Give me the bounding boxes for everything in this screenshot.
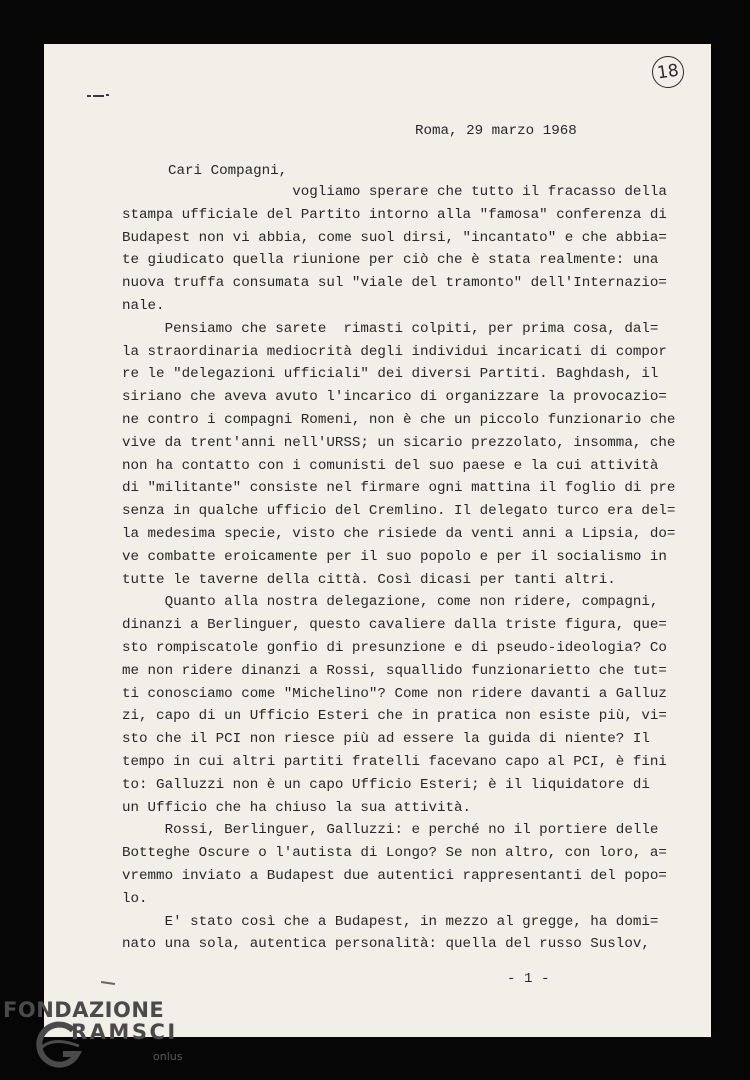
letter-body-line: nuova truffa consumata sul "viale del tramonto" dell'Internazio= <box>122 275 667 292</box>
letter-body-line: E' stato così che a Budapest, in mezzo al gregge, ha domi= <box>122 913 659 930</box>
letter-body-line: senza in qualche ufficio del Cremlino. Il delegato turco era del= <box>122 503 676 520</box>
letter-body-line: Budapest non vi abbia, come suol dirsi, "incantato" e che abbia= <box>122 229 667 246</box>
letter-body-line: Rossi, Berlinguer, Galluzzi: e perché no il portiere delle <box>122 822 659 839</box>
letter-body-line: non ha contatto con i comunisti del suo paese e la cui attività <box>122 457 659 474</box>
letter-salutation: Cari Compagni, <box>168 163 288 179</box>
watermark-line-2: RAMSCI <box>71 1020 178 1044</box>
letter-body-line: la straordinaria mediocrità degli individui incaricati di compor <box>122 343 667 360</box>
letter-body-line: nato una sola, autentica personalità: quella del russo Suslov, <box>122 936 650 953</box>
letter-date: Roma, 29 marzo 1968 <box>415 123 577 139</box>
letter-body-line: siriano che aveva avuto l'incarico di organizzare la provocazio= <box>122 389 667 406</box>
letter-body-line: nale. <box>122 297 165 314</box>
letter-body-line: Pensiamo che sarete rimasti colpiti, per prima cosa, dal= <box>122 320 659 337</box>
letter-body-line: sto rompiscatole gonfio di presunzione e di pseudo-ideologia? Co <box>122 639 667 656</box>
punch-mark <box>87 94 109 98</box>
letter-body-line: vremmo inviato a Budapest due autentici rappresentanti del popo= <box>122 867 667 884</box>
watermark-line-1: FONDAZIONE <box>3 998 165 1022</box>
letter-body-line: la medesima specie, visto che risiede da venti anni a Lipsia, do= <box>122 525 676 542</box>
letter-body-line: ne contro i compagni Romeni, non è che un piccolo funzionario che <box>122 411 676 428</box>
letter-body-line: re le "delegazioni ufficiali" dei diversi Partiti. Baghdash, il <box>122 366 659 383</box>
letter-body-line: me non ridere dinanzi a Rossi, squallido funzionarietto che tut= <box>122 662 667 679</box>
letter-body-line: stampa ufficiale del Partito intorno alla "famosa" conferenza di <box>122 206 667 223</box>
letter-body-line: te giudicato quella riunione per ciò che è stata realmente: una <box>122 252 659 269</box>
watermark-suffix: onlus <box>153 1050 183 1063</box>
letter-body-line: ve combatte eroicamente per il suo popolo e per il socialismo in <box>122 548 667 565</box>
letter-body-line: un Ufficio che ha chiuso la sua attività. <box>122 799 472 816</box>
letter-body-line: sto che il PCI non riesce più ad essere la guida di niente? Il <box>122 731 650 748</box>
letter-body-line: Quanto alla nostra delegazione, come non ridere, compagni, <box>122 594 659 611</box>
letter-body-line: zi, capo di un Ufficio Esteri che in pratica non esiste più, vi= <box>122 708 667 725</box>
letter-body-line: Botteghe Oscure o l'autista di Longo? Se non altro, con loro, a= <box>122 845 667 862</box>
letter-body-line: vogliamo sperare che tutto il fracasso della <box>122 184 667 200</box>
letter-body-line: tutte le taverne della città. Così dicasi per tanti altri. <box>122 571 616 588</box>
letter-body-line: ti conosciamo come "Michelino"? Come non ridere davanti a Galluz <box>122 685 667 702</box>
letter-body-line: to: Galluzzi non è un capo Ufficio Esteri; è il liquidatore di <box>122 776 650 793</box>
letter-body-line: vive da trent'anni nell'URSS; un sicario prezzolato, insomma, che <box>122 434 676 451</box>
letter-body-line: tempo in cui altri partiti fratelli facevano capo al PCI, è fini <box>122 753 667 770</box>
letter-body <box>122 181 675 956</box>
letter-body-line: dinanzi a Berlinguer, questo cavaliere dalla triste figura, que= <box>122 617 667 634</box>
page-footer-number: - 1 - <box>507 971 550 987</box>
fondazione-gramsci-watermark <box>3 994 233 1076</box>
letter-body-line: lo. <box>122 890 148 907</box>
page-stamp-number: 18 <box>655 60 681 84</box>
letter-body-line: di "militante" consiste nel firmare ogni mattina il foglio di pre <box>122 480 676 497</box>
